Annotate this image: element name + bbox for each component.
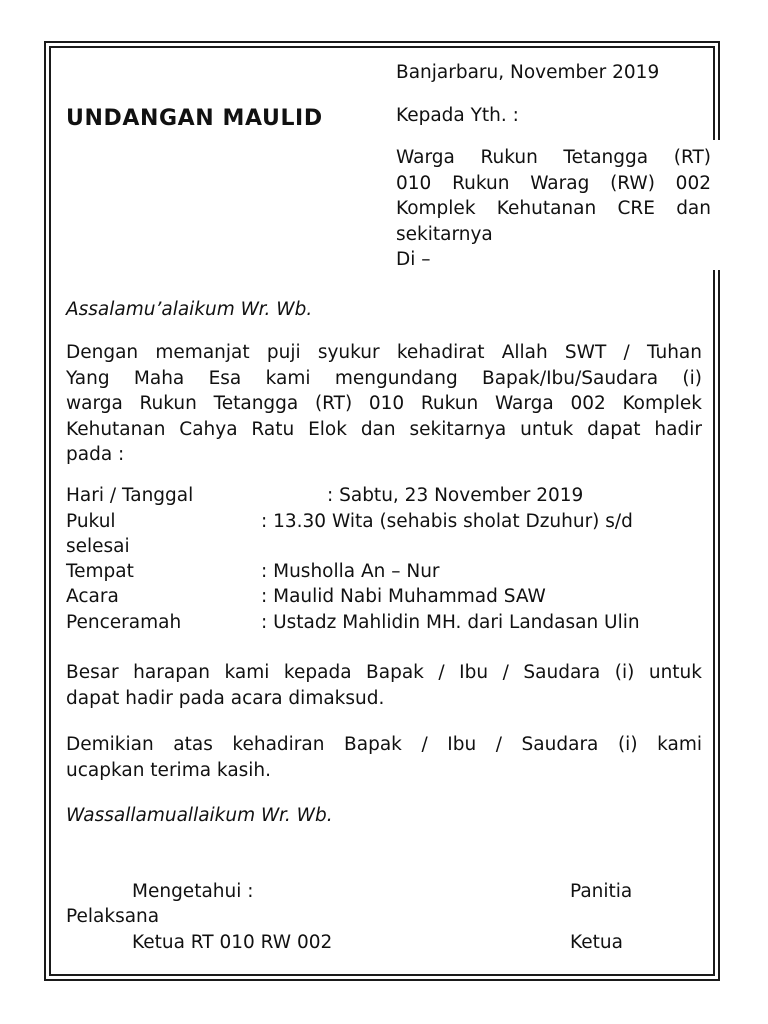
detail-value-penceramah: : Ustadz Mahlidin MH. dari Landasan Ulin — [261, 612, 640, 633]
recipient-line: 010 Rukun Warag (RW) 002 — [396, 172, 711, 194]
addressee-heading: Kepada Yth. : — [396, 105, 519, 126]
detail-label-hari: Hari / Tanggal — [66, 485, 194, 506]
paragraph-line: pada : — [66, 444, 125, 465]
paragraph-line: warga Rukun Tetangga (RT) 010 Rukun Warga 002 Komplek — [66, 393, 702, 414]
recipient-block — [396, 145, 711, 273]
document-title: UNDANGAN MAULID — [66, 106, 323, 131]
detail-value-pukul-cont: selesai — [66, 536, 130, 557]
paragraph-line: ucapkan terima kasih. — [66, 759, 272, 781]
paragraph-line: Yang Maha Esa kami mengundang Bapak/Ibu/Saudara (i) — [66, 367, 702, 389]
thanks-paragraph — [66, 732, 702, 783]
paragraph-line: Besar harapan kami kepada Bapak / Ibu / Saudara (i) untuk — [66, 662, 702, 683]
closing-greeting: Wassallamuallaikum Wr. Wb. — [66, 805, 333, 826]
hope-paragraph — [66, 660, 702, 711]
greeting: Assalamu’alaikum Wr. Wb. — [66, 299, 313, 320]
recipient-line: Komplek Kehutanan CRE dan — [396, 198, 711, 219]
recipient-line: Di – — [396, 249, 431, 270]
signature-pelaksana: Pelaksana — [66, 906, 160, 927]
detail-value-acara: : Maulid Nabi Muhammad SAW — [261, 586, 546, 607]
recipient-line: sekitarnya — [396, 223, 493, 245]
detail-label-pukul: Pukul — [66, 511, 116, 532]
detail-label-penceramah: Penceramah — [66, 612, 182, 633]
recipient-line: Warga Rukun Tetangga (RT) — [396, 147, 711, 168]
detail-label-tempat: Tempat — [66, 561, 134, 582]
signature-panitia: Panitia — [570, 881, 633, 902]
detail-value-pukul: : 13.30 Wita (sehabis sholat Dzuhur) s/d — [261, 511, 633, 532]
signature-ketua-rt: Ketua RT 010 RW 002 — [132, 932, 333, 953]
signature-ketua: Ketua — [570, 932, 623, 953]
paragraph-line: Dengan memanjat puji syukur kehadirat Allah SWT / Tuhan — [66, 342, 702, 363]
signature-mengetahui: Mengetahui : — [132, 881, 254, 902]
detail-label-acara: Acara — [66, 586, 119, 607]
paragraph-line: Kehutanan Cahya Ratu Elok dan sekitarnya untuk dapat hadir — [66, 418, 702, 440]
detail-value-hari: : Sabtu, 23 November 2019 — [327, 485, 584, 506]
detail-value-tempat: : Musholla An – Nur — [261, 561, 440, 582]
paragraph-line: dapat hadir pada acara dimaksud. — [66, 687, 385, 709]
place-date: Banjarbaru, November 2019 — [396, 62, 660, 83]
border-gap — [708, 140, 728, 270]
intro-paragraph — [66, 340, 702, 468]
paragraph-line: Demikian atas kehadiran Bapak / Ibu / Saudara (i) kami — [66, 734, 702, 755]
